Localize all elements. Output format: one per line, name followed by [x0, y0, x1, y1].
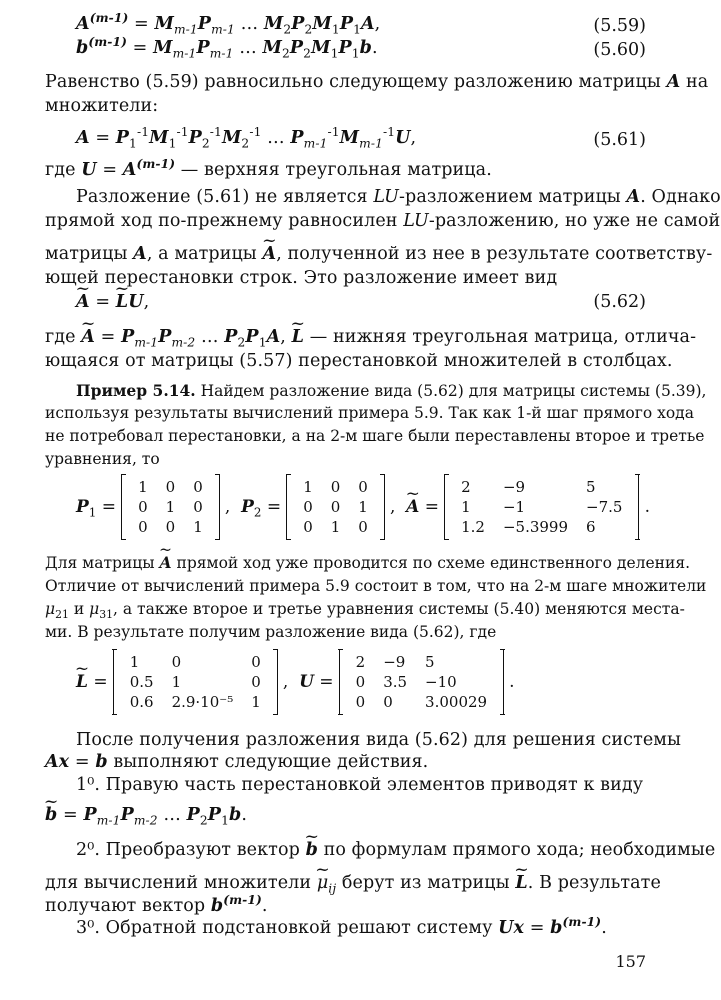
- matrix-cell: 0: [303, 498, 313, 516]
- text: Равенство (5.59) равносильно следующему разложению матрицы: [45, 72, 661, 92]
- paragraph-line: множители:: [45, 96, 159, 116]
- matrix-cell: −7.5: [586, 498, 623, 516]
- paragraph-line: получают вектор $b^{(m-1)}$.: [45, 892, 268, 916]
- paragraph-line: Ax = b выполняют следующие действия.: [45, 752, 429, 772]
- equation-5-62: ~ A = ~ LU,: [76, 292, 149, 312]
- equation-5-59: $A^{(m-1)} = M_{m-1}P_{m-1}$ … $M_2P_2M_1P_1A$,: [76, 10, 381, 37]
- text: 3⁰. Обратной подстановкой решают систему: [76, 918, 493, 938]
- matrix-cell: −5.3999: [502, 518, 569, 536]
- matrix-cell: 0: [358, 518, 368, 536]
- matrix-cell: 1: [461, 498, 471, 516]
- paragraph-line: ющей перестановки строк. Это разложение имеет вид: [45, 268, 558, 288]
- paragraph-line: используя результаты вычислений примера 5.9. Так как 1-й шаг прямого хода: [45, 404, 694, 422]
- text: для вычислений множители: [45, 873, 312, 893]
- matrix-cell: 2: [461, 478, 471, 496]
- matrix-cell: 0: [355, 693, 366, 711]
- paragraph-line: для вычислений множители ~ $\mu_{ij}$ берут из матрицы ~ L. В результате: [45, 873, 661, 893]
- matrix-cell: 0: [165, 518, 176, 536]
- matrix-cell: −9: [502, 478, 526, 496]
- paragraph-line: не потребовал перестановки, а на 2-м шаге были переставлены второе и третье: [45, 427, 705, 445]
- symbol-LU: LU: [403, 211, 429, 231]
- equation-number-5-60: (5.60): [593, 40, 646, 60]
- text: Для матрицы: [45, 554, 155, 572]
- matrix-cell: 0: [330, 498, 341, 516]
- text: 2⁰. Преобразуют вектор: [76, 840, 300, 860]
- matrix-cell: 2: [355, 653, 366, 671]
- text: матрицы: [45, 244, 128, 264]
- paragraph-line: уравнения, то: [45, 450, 160, 468]
- matrix-U: [339, 650, 504, 714]
- paragraph-line: где ~ $A = P_{m-1}P_{m-2}$ … $P_2P_1A$, ~ L — нижняя треугольная матрица, отлича-: [45, 327, 696, 347]
- symbol-LU: LU: [373, 187, 399, 207]
- matrix-cell: 0: [193, 498, 203, 516]
- label-P1: $P_1$ =: [76, 497, 117, 520]
- matrix-cell: 2.9·10⁻⁵: [171, 693, 234, 711]
- matrix-cell: 0: [171, 653, 182, 671]
- matrix-cell: 0: [138, 518, 148, 536]
- text: и: [73, 600, 85, 618]
- paragraph-line: После получения разложения вида (5.62) для решения системы: [76, 730, 682, 750]
- matrix-cell: 0.5: [129, 673, 154, 691]
- text: , а матрицы: [146, 244, 257, 264]
- text: прямой ход по-прежнему равносилен: [45, 211, 398, 231]
- text: прямой ход уже проводится по схеме единственного деления.: [176, 554, 691, 572]
- matrix-cell: −9: [383, 653, 406, 671]
- text: -разложению, но уже не самой: [428, 211, 721, 231]
- matrix-cell: 1: [330, 518, 341, 536]
- text: выполняют следующие действия.: [113, 752, 429, 772]
- matrix-cell: 0: [251, 673, 261, 691]
- paragraph-line: матрицы A, а матрицы ~ A, полученной из нее в результате соответству-: [45, 244, 712, 264]
- matrix-cell: −1: [502, 498, 526, 516]
- paragraph-line: 1⁰. Правую часть перестановкой элементов приводят к виду: [76, 775, 644, 795]
- matrix-P1: [121, 475, 220, 539]
- text: берут из матрицы: [341, 873, 510, 893]
- equation-number-5-62: (5.62): [593, 292, 646, 312]
- text: Найдем разложение вида (5.62) для матрицы системы (5.39),: [200, 382, 707, 400]
- text: получают вектор: [45, 896, 206, 916]
- matrix-cell: −10: [425, 673, 457, 691]
- text: , полученной из нее в результате соответству-: [276, 244, 713, 264]
- paragraph-line: 2⁰. Преобразуют вектор ~ b по формулам прямого хода; необходимые: [76, 840, 715, 860]
- matrix-cell: 0: [303, 518, 313, 536]
- paragraph-line: ми. В результате получим разложение вида (5.62), где: [45, 623, 497, 641]
- text: где: [45, 327, 76, 347]
- matrix-cell: 1: [303, 478, 313, 496]
- paragraph-line: где $U = A^{(m-1)}$ — верхняя треугольная матрица.: [45, 156, 492, 180]
- matrix-P2: [286, 475, 385, 539]
- text: — верхняя треугольная матрица.: [180, 160, 492, 180]
- matrix-cell: 0: [358, 478, 368, 496]
- matrix-cell: 1.2: [461, 518, 485, 536]
- matrix-cell: 0: [251, 653, 261, 671]
- matrix-cell: 0: [193, 478, 203, 496]
- text: . В результате: [527, 873, 661, 893]
- symbol-A: A: [666, 72, 681, 92]
- text: по формулам прямого хода; необходимые: [323, 840, 716, 860]
- text: Разложение (5.61) не является: [76, 187, 368, 207]
- matrix-cell: 3.5: [383, 673, 408, 691]
- paragraph-line: [45, 72, 708, 92]
- equation-5-61: $A = P_1^{-1}M_1^{-1}P_2^{-1}M_2^{-1}$ … $P_{m-1}^{-1}M_{m-1}^{-1}U$,: [76, 125, 417, 151]
- paragraph-line: [76, 381, 706, 400]
- paragraph-line: $\mu_{21}$ и $\mu_{31}$, а также второе и третье уравнения системы (5.40) меняются места-: [45, 600, 685, 622]
- example-title: Пример 5.14.: [76, 381, 196, 400]
- text: -разложением матрицы: [399, 187, 621, 207]
- paragraph-line: Разложение (5.61) не является LU-разложением матрицы A. Однако: [76, 187, 721, 207]
- matrix-cell: 0: [383, 693, 393, 711]
- paragraph-line: ~ $b = P_{m-1}P_{m-2}$ … $P_2P_1b$.: [45, 805, 247, 825]
- matrix-cell: 5: [425, 653, 435, 671]
- matrix-cell: 5: [586, 478, 596, 496]
- matrix-cell: 1: [358, 498, 368, 516]
- text: на: [685, 72, 709, 92]
- matrix-cell: 1: [171, 673, 182, 691]
- matrix-cell: 6: [586, 518, 596, 536]
- equation-number-5-61: (5.61): [593, 130, 646, 150]
- matrix-cell: 1: [193, 518, 203, 536]
- matrix-cell: 1: [251, 693, 261, 711]
- matrices-row-1: $P_1$ = 1 0 0 0 1 0 0 0 1 , $P_2$ = 1 0 0 0 0 1 0 1 0 , ~ A = 2 −9 5 1 −1 −7.5 1.2 −5.3999 6 .: [76, 475, 650, 539]
- matrix-cell: 1: [138, 478, 148, 496]
- text: . Однако: [640, 187, 721, 207]
- paragraph-line: [45, 211, 720, 231]
- matrix-A-tilde: [444, 475, 639, 539]
- matrix-cell: 0: [138, 498, 148, 516]
- text: — нижняя треугольная матрица, отлича-: [309, 327, 697, 347]
- paragraph-line: ющаяся от матрицы (5.57) перестановкой множителей в столбцах.: [45, 351, 673, 371]
- matrices-row-2: ~ L = 1 0 0 0.5 1 0 0.6 2.9·10⁻⁵ 1 , U = 2 −9 5 0 3.5 −10 0 0 3.00029 .: [76, 650, 515, 714]
- text: где: [45, 160, 76, 180]
- page-number: 157: [615, 952, 646, 971]
- equation-5-60: $b^{(m-1)} = M_{m-1}P_{m-1}$ … $M_2P_2M_1P_1b$.: [76, 34, 378, 61]
- matrix-cell: 0.6: [129, 693, 154, 711]
- paragraph-line: Для матрицы ~ A прямой ход уже проводится по схеме единственного деления.: [45, 553, 690, 572]
- matrix-cell: 0: [165, 478, 176, 496]
- matrix-cell: 1: [165, 498, 176, 516]
- paragraph-line: Отличие от вычислений примера 5.9 состоит в том, что на 2-м шаге множители: [45, 577, 707, 595]
- equation-number-5-59: (5.59): [593, 16, 646, 36]
- text: , а также второе и третье уравнения системы (5.40) меняются места-: [113, 600, 685, 618]
- paragraph-line: 3⁰. Обратной подстановкой решают систему $Ux = b^{(m-1)}$.: [76, 914, 607, 938]
- matrix-cell: 1: [129, 653, 140, 671]
- matrix-cell: 0: [355, 673, 366, 691]
- matrix-cell: 3.00029: [425, 693, 488, 711]
- matrix-L-tilde: [113, 650, 278, 714]
- matrix-cell: 0: [330, 478, 341, 496]
